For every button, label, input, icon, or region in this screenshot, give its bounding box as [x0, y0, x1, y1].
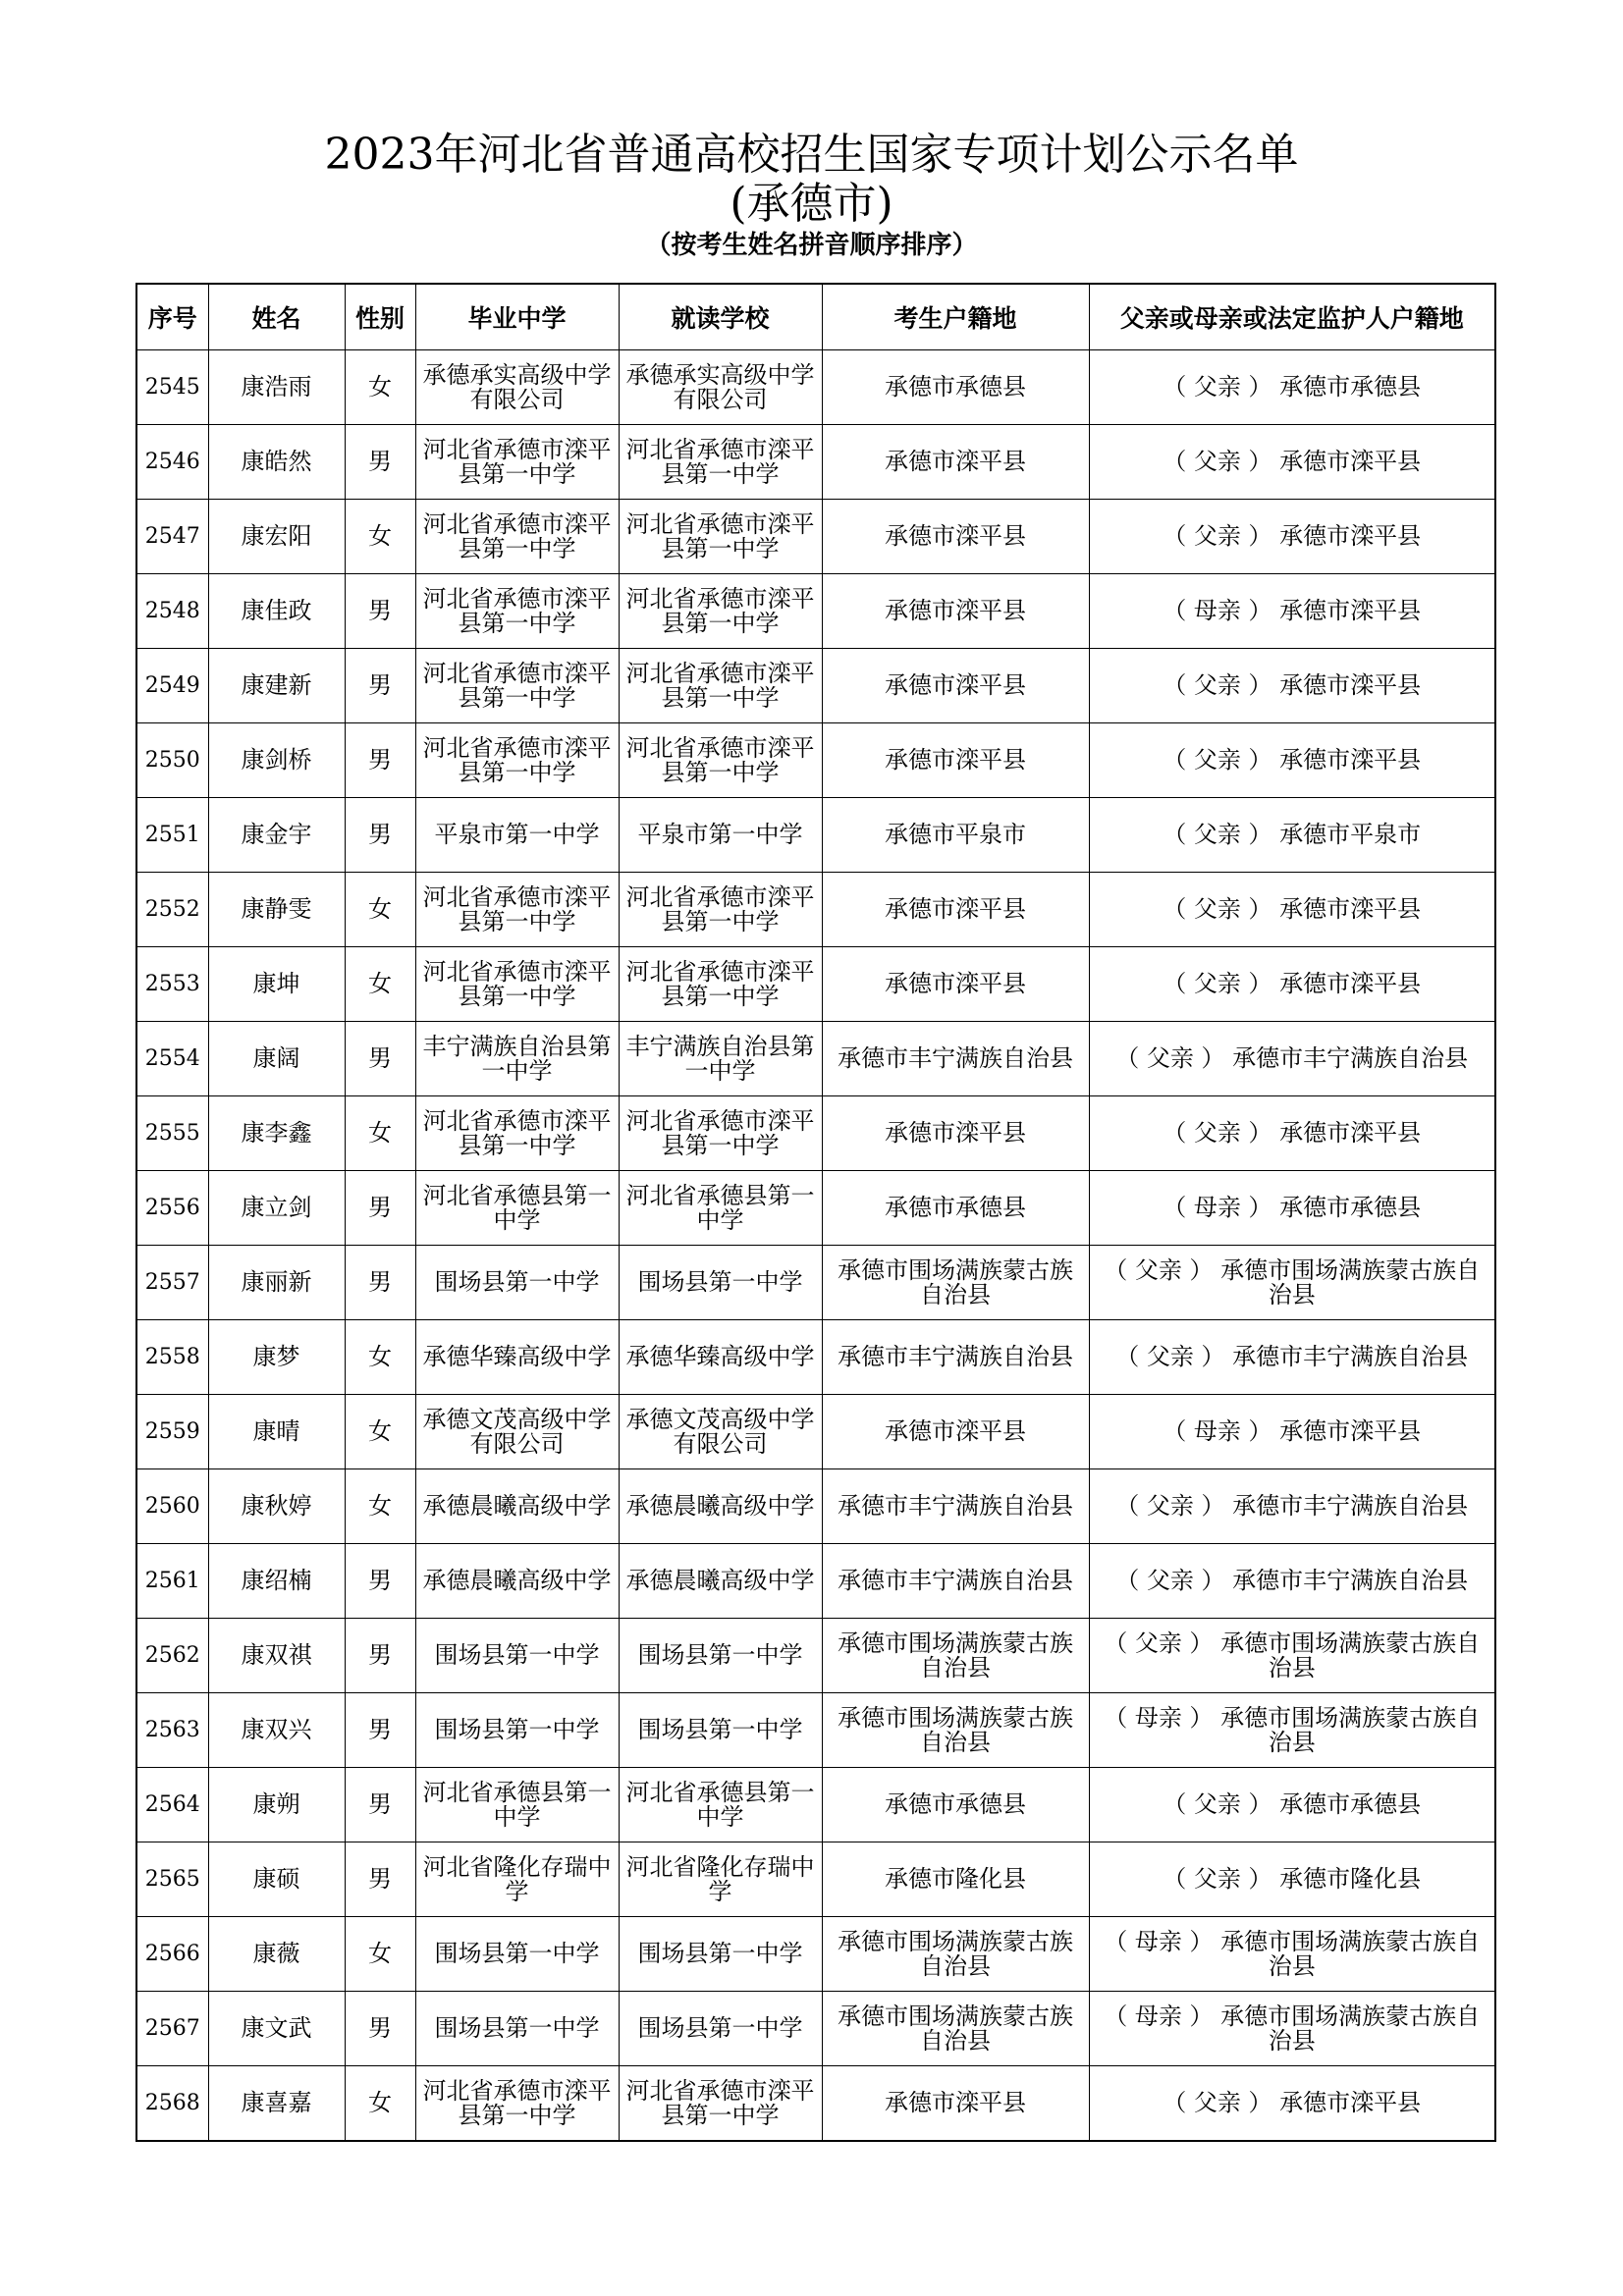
table-row [136, 1469, 1495, 1544]
cell-gender: 男 [345, 1842, 415, 1917]
cell-hukou: 承德市滦平县 [822, 1395, 1089, 1469]
cell-name: 康文武 [208, 1992, 345, 2066]
cell-name: 康静雯 [208, 873, 345, 947]
table-row [136, 350, 1495, 425]
cell-guardian-hukou: （ 父亲 ） 承德市丰宁满族自治县 [1089, 1544, 1495, 1619]
cell-no: 2564 [136, 1768, 208, 1842]
cell-name: 康朔 [208, 1768, 345, 1842]
cell-no: 2565 [136, 1842, 208, 1917]
cell-guardian-hukou: （ 母亲 ） 承德市承德县 [1089, 1171, 1495, 1246]
cell-no: 2554 [136, 1022, 208, 1096]
table-row [136, 798, 1495, 873]
cell-grad-school: 河北省承德市滦平县第一中学 [415, 1096, 619, 1171]
cell-guardian-hukou: （ 父亲 ） 承德市滦平县 [1089, 425, 1495, 500]
cell-name: 康晴 [208, 1395, 345, 1469]
cell-hukou: 承德市滦平县 [822, 873, 1089, 947]
table-row [136, 500, 1495, 574]
cell-name: 康薇 [208, 1917, 345, 1992]
cell-gender: 男 [345, 425, 415, 500]
cell-guardian-hukou: （ 父亲 ） 承德市丰宁满族自治县 [1089, 1320, 1495, 1395]
cell-current-school: 河北省承德市滦平县第一中学 [619, 873, 822, 947]
table-row [136, 873, 1495, 947]
cell-current-school: 围场县第一中学 [619, 1693, 822, 1768]
cell-no: 2560 [136, 1469, 208, 1544]
cell-current-school: 河北省承德市滦平县第一中学 [619, 1096, 822, 1171]
column-header-guardian-hukou: 父亲或母亲或法定监护人户籍地 [1089, 284, 1495, 350]
cell-current-school: 河北省承德市滦平县第一中学 [619, 500, 822, 574]
cell-guardian-hukou: （ 父亲 ） 承德市滦平县 [1089, 873, 1495, 947]
cell-no: 2557 [136, 1246, 208, 1320]
cell-gender: 女 [345, 873, 415, 947]
cell-current-school: 承德承实高级中学有限公司 [619, 350, 822, 425]
cell-hukou: 承德市丰宁满族自治县 [822, 1320, 1089, 1395]
cell-current-school: 河北省承德市滦平县第一中学 [619, 947, 822, 1022]
cell-name: 康浩雨 [208, 350, 345, 425]
table-row [136, 1842, 1495, 1917]
column-header-gender: 性别 [345, 284, 415, 350]
cell-name: 康李鑫 [208, 1096, 345, 1171]
cell-guardian-hukou: （ 母亲 ） 承德市滦平县 [1089, 574, 1495, 649]
cell-name: 康建新 [208, 649, 345, 723]
cell-guardian-hukou: （ 父亲 ） 承德市围场满族蒙古族自治县 [1089, 1619, 1495, 1693]
cell-hukou: 承德市围场满族蒙古族自治县 [822, 1917, 1089, 1992]
cell-current-school: 河北省承德县第一中学 [619, 1768, 822, 1842]
cell-hukou: 承德市围场满族蒙古族自治县 [822, 1246, 1089, 1320]
cell-guardian-hukou: （ 父亲 ） 承德市承德县 [1089, 1768, 1495, 1842]
cell-grad-school: 围场县第一中学 [415, 1619, 619, 1693]
cell-gender: 女 [345, 1320, 415, 1395]
cell-guardian-hukou: （ 父亲 ） 承德市承德县 [1089, 350, 1495, 425]
cell-no: 2553 [136, 947, 208, 1022]
cell-current-school: 承德晨曦高级中学 [619, 1544, 822, 1619]
cell-gender: 男 [345, 1171, 415, 1246]
cell-gender: 女 [345, 1469, 415, 1544]
cell-hukou: 承德市丰宁满族自治县 [822, 1544, 1089, 1619]
column-header-grad-school: 毕业中学 [415, 284, 619, 350]
cell-guardian-hukou: （ 父亲 ） 承德市滦平县 [1089, 947, 1495, 1022]
table-row [136, 1544, 1495, 1619]
cell-gender: 女 [345, 1395, 415, 1469]
cell-grad-school: 承德文茂高级中学有限公司 [415, 1395, 619, 1469]
column-header-current-school: 就读学校 [619, 284, 822, 350]
cell-grad-school: 平泉市第一中学 [415, 798, 619, 873]
cell-name: 康立剑 [208, 1171, 345, 1246]
page-title-region: (承德市) [730, 179, 893, 229]
table-row [136, 574, 1495, 649]
cell-gender: 男 [345, 1022, 415, 1096]
column-header-hukou: 考生户籍地 [822, 284, 1089, 350]
cell-current-school: 河北省承德市滦平县第一中学 [619, 723, 822, 798]
table-row [136, 425, 1495, 500]
cell-hukou: 承德市滦平县 [822, 649, 1089, 723]
cell-no: 2562 [136, 1619, 208, 1693]
cell-hukou: 承德市滦平县 [822, 947, 1089, 1022]
table-row [136, 1171, 1495, 1246]
cell-no: 2566 [136, 1917, 208, 1992]
cell-current-school: 承德华臻高级中学 [619, 1320, 822, 1395]
cell-grad-school: 河北省承德市滦平县第一中学 [415, 500, 619, 574]
cell-hukou: 承德市平泉市 [822, 798, 1089, 873]
column-header-name: 姓名 [208, 284, 345, 350]
table-row [136, 2066, 1495, 2142]
cell-no: 2548 [136, 574, 208, 649]
page-title: 2023年河北省普通高校招生国家专项计划公示名单 [324, 130, 1299, 180]
cell-current-school: 河北省承德县第一中学 [619, 1171, 822, 1246]
cell-gender: 男 [345, 798, 415, 873]
cell-gender: 男 [345, 574, 415, 649]
cell-hukou: 承德市丰宁满族自治县 [822, 1022, 1089, 1096]
table-row [136, 947, 1495, 1022]
cell-grad-school: 承德晨曦高级中学 [415, 1469, 619, 1544]
cell-hukou: 承德市丰宁满族自治县 [822, 1469, 1089, 1544]
cell-gender: 男 [345, 1992, 415, 2066]
cell-hukou: 承德市隆化县 [822, 1842, 1089, 1917]
cell-no: 2550 [136, 723, 208, 798]
cell-no: 2551 [136, 798, 208, 873]
cell-guardian-hukou: （ 父亲 ） 承德市滦平县 [1089, 649, 1495, 723]
cell-no: 2567 [136, 1992, 208, 2066]
table-row [136, 1992, 1495, 2066]
cell-current-school: 河北省隆化存瑞中学 [619, 1842, 822, 1917]
cell-guardian-hukou: （ 父亲 ） 承德市平泉市 [1089, 798, 1495, 873]
cell-hukou: 承德市承德县 [822, 1768, 1089, 1842]
cell-guardian-hukou: （ 母亲 ） 承德市围场满族蒙古族自治县 [1089, 1992, 1495, 2066]
cell-current-school: 围场县第一中学 [619, 1992, 822, 2066]
cell-grad-school: 围场县第一中学 [415, 1917, 619, 1992]
cell-name: 康硕 [208, 1842, 345, 1917]
cell-hukou: 承德市围场满族蒙古族自治县 [822, 1693, 1089, 1768]
cell-name: 康阔 [208, 1022, 345, 1096]
cell-guardian-hukou: （ 父亲 ） 承德市滦平县 [1089, 2066, 1495, 2142]
cell-hukou: 承德市围场满族蒙古族自治县 [822, 1619, 1089, 1693]
table-row [136, 1096, 1495, 1171]
cell-gender: 女 [345, 1096, 415, 1171]
cell-no: 2555 [136, 1096, 208, 1171]
cell-grad-school: 承德晨曦高级中学 [415, 1544, 619, 1619]
cell-gender: 女 [345, 1917, 415, 1992]
cell-guardian-hukou: （ 父亲 ） 承德市丰宁满族自治县 [1089, 1469, 1495, 1544]
cell-hukou: 承德市承德县 [822, 350, 1089, 425]
cell-grad-school: 丰宁满族自治县第一中学 [415, 1022, 619, 1096]
cell-name: 康喜嘉 [208, 2066, 345, 2142]
cell-grad-school: 河北省承德县第一中学 [415, 1171, 619, 1246]
cell-hukou: 承德市承德县 [822, 1171, 1089, 1246]
cell-no: 2561 [136, 1544, 208, 1619]
cell-gender: 女 [345, 2066, 415, 2142]
cell-gender: 女 [345, 947, 415, 1022]
cell-guardian-hukou: （ 母亲 ） 承德市滦平县 [1089, 1395, 1495, 1469]
cell-current-school: 围场县第一中学 [619, 1917, 822, 1992]
cell-gender: 男 [345, 1768, 415, 1842]
cell-name: 康双祺 [208, 1619, 345, 1693]
cell-current-school: 河北省承德市滦平县第一中学 [619, 2066, 822, 2142]
table-row [136, 1246, 1495, 1320]
cell-current-school: 丰宁满族自治县第一中学 [619, 1022, 822, 1096]
cell-grad-school: 围场县第一中学 [415, 1693, 619, 1768]
cell-grad-school: 河北省承德县第一中学 [415, 1768, 619, 1842]
cell-name: 康绍楠 [208, 1544, 345, 1619]
cell-no: 2546 [136, 425, 208, 500]
cell-name: 康皓然 [208, 425, 345, 500]
cell-name: 康梦 [208, 1320, 345, 1395]
cell-grad-school: 河北省承德市滦平县第一中学 [415, 873, 619, 947]
cell-no: 2556 [136, 1171, 208, 1246]
cell-no: 2563 [136, 1693, 208, 1768]
cell-grad-school: 河北省承德市滦平县第一中学 [415, 723, 619, 798]
cell-name: 康丽新 [208, 1246, 345, 1320]
table-row [136, 1693, 1495, 1768]
page-subtitle: （按考生姓名拼音顺序排序） [645, 231, 978, 260]
cell-gender: 男 [345, 1619, 415, 1693]
cell-hukou: 承德市滦平县 [822, 723, 1089, 798]
cell-no: 2549 [136, 649, 208, 723]
cell-name: 康双兴 [208, 1693, 345, 1768]
cell-gender: 女 [345, 350, 415, 425]
cell-no: 2559 [136, 1395, 208, 1469]
cell-name: 康秋婷 [208, 1469, 345, 1544]
cell-guardian-hukou: （ 父亲 ） 承德市滦平县 [1089, 1096, 1495, 1171]
cell-no: 2568 [136, 2066, 208, 2142]
cell-grad-school: 围场县第一中学 [415, 1992, 619, 2066]
cell-gender: 男 [345, 1544, 415, 1619]
cell-current-school: 河北省承德市滦平县第一中学 [619, 649, 822, 723]
cell-name: 康宏阳 [208, 500, 345, 574]
cell-grad-school: 河北省承德市滦平县第一中学 [415, 425, 619, 500]
cell-grad-school: 河北省承德市滦平县第一中学 [415, 2066, 619, 2142]
cell-gender: 男 [345, 1246, 415, 1320]
cell-no: 2552 [136, 873, 208, 947]
cell-name: 康坤 [208, 947, 345, 1022]
cell-current-school: 河北省承德市滦平县第一中学 [619, 574, 822, 649]
cell-hukou: 承德市滦平县 [822, 425, 1089, 500]
table-row [136, 1320, 1495, 1395]
cell-guardian-hukou: （ 父亲 ） 承德市隆化县 [1089, 1842, 1495, 1917]
cell-grad-school: 河北省隆化存瑞中学 [415, 1842, 619, 1917]
cell-current-school: 围场县第一中学 [619, 1619, 822, 1693]
roster-table [135, 283, 1496, 2142]
cell-gender: 男 [345, 723, 415, 798]
cell-hukou: 承德市滦平县 [822, 2066, 1089, 2142]
table-row [136, 649, 1495, 723]
table-row [136, 1768, 1495, 1842]
cell-current-school: 承德晨曦高级中学 [619, 1469, 822, 1544]
table-row [136, 1395, 1495, 1469]
table-header-row [136, 284, 1495, 350]
cell-current-school: 围场县第一中学 [619, 1246, 822, 1320]
cell-hukou: 承德市围场满族蒙古族自治县 [822, 1992, 1089, 2066]
cell-guardian-hukou: （ 父亲 ） 承德市围场满族蒙古族自治县 [1089, 1246, 1495, 1320]
cell-grad-school: 承德承实高级中学有限公司 [415, 350, 619, 425]
cell-hukou: 承德市滦平县 [822, 574, 1089, 649]
cell-guardian-hukou: （ 母亲 ） 承德市围场满族蒙古族自治县 [1089, 1917, 1495, 1992]
cell-grad-school: 河北省承德市滦平县第一中学 [415, 947, 619, 1022]
cell-current-school: 平泉市第一中学 [619, 798, 822, 873]
table-row [136, 723, 1495, 798]
cell-gender: 男 [345, 1693, 415, 1768]
cell-gender: 男 [345, 649, 415, 723]
table-row [136, 1619, 1495, 1693]
cell-hukou: 承德市滦平县 [822, 1096, 1089, 1171]
cell-current-school: 承德文茂高级中学有限公司 [619, 1395, 822, 1469]
cell-name: 康剑桥 [208, 723, 345, 798]
cell-name: 康佳政 [208, 574, 345, 649]
cell-guardian-hukou: （ 父亲 ） 承德市丰宁满族自治县 [1089, 1022, 1495, 1096]
cell-gender: 女 [345, 500, 415, 574]
cell-grad-school: 河北省承德市滦平县第一中学 [415, 649, 619, 723]
cell-guardian-hukou: （ 母亲 ） 承德市围场满族蒙古族自治县 [1089, 1693, 1495, 1768]
column-header-no: 序号 [136, 284, 208, 350]
cell-grad-school: 河北省承德市滦平县第一中学 [415, 574, 619, 649]
cell-guardian-hukou: （ 父亲 ） 承德市滦平县 [1089, 723, 1495, 798]
cell-no: 2545 [136, 350, 208, 425]
cell-current-school: 河北省承德市滦平县第一中学 [619, 425, 822, 500]
cell-no: 2558 [136, 1320, 208, 1395]
table-row [136, 1917, 1495, 1992]
table-row [136, 1022, 1495, 1096]
cell-guardian-hukou: （ 父亲 ） 承德市滦平县 [1089, 500, 1495, 574]
cell-hukou: 承德市滦平县 [822, 500, 1089, 574]
cell-no: 2547 [136, 500, 208, 574]
cell-grad-school: 围场县第一中学 [415, 1246, 619, 1320]
cell-grad-school: 承德华臻高级中学 [415, 1320, 619, 1395]
cell-name: 康金宇 [208, 798, 345, 873]
